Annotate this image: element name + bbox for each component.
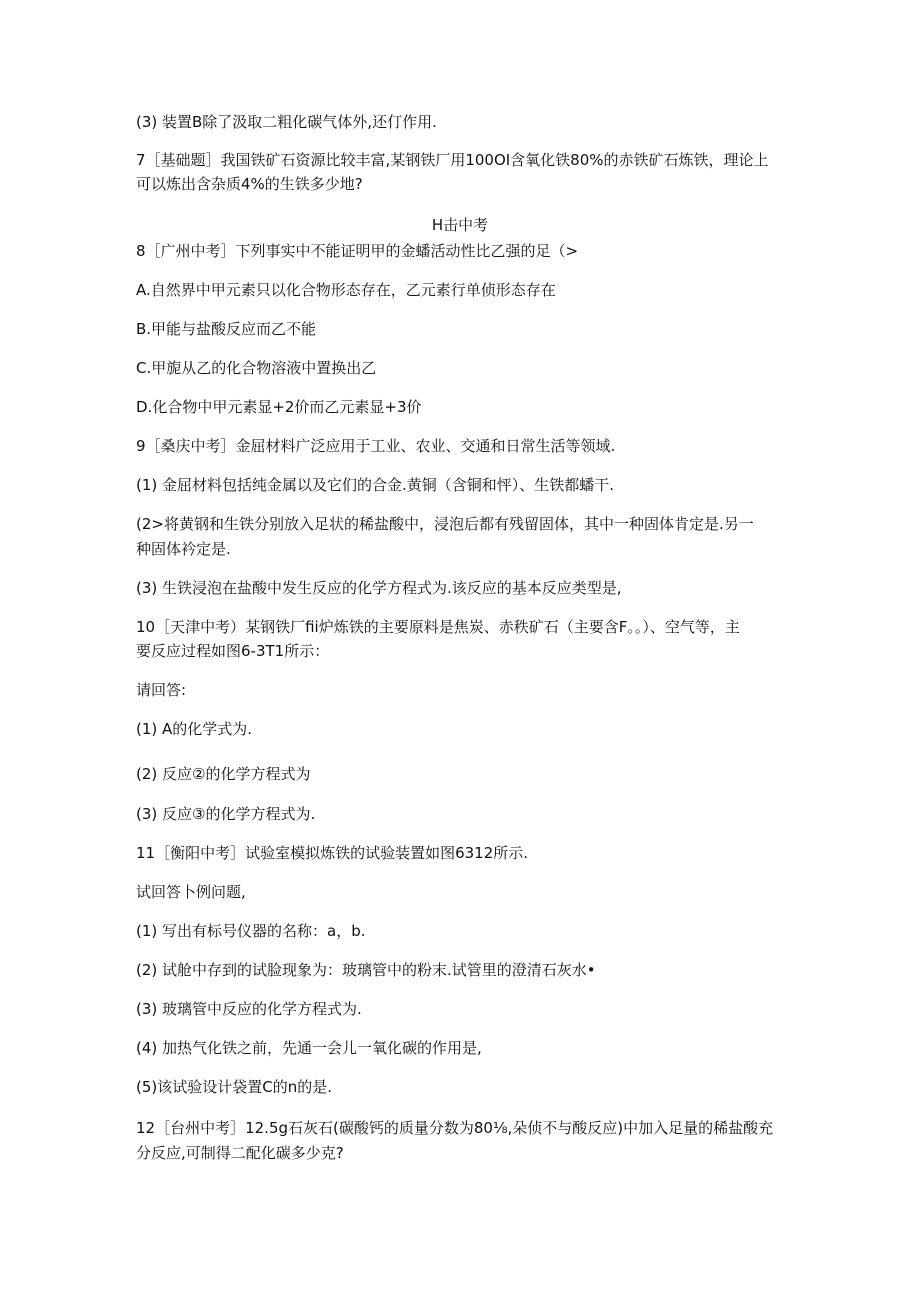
q9-part1: (1) 金屈材料包括纯金属以及它们的合金.黄铜（含铜和怦）、生铁都蟠干. bbox=[136, 476, 615, 494]
q11-part1: (1) 写出有标号仪器的名称：a，b. bbox=[136, 922, 366, 940]
q8-option-b: B.甲能与盐酸反应而乙不能 bbox=[136, 320, 317, 338]
q10-part2: (2) 反应②的化学方程式为 bbox=[136, 765, 311, 783]
q8-option-a: A.自然界中甲元素只以化合物形态存在，乙元素行单侦形态存在 bbox=[136, 281, 556, 299]
section-heading: H击中考 bbox=[431, 216, 489, 234]
q11-prompt: 试回答卜例问题, bbox=[136, 883, 246, 901]
q9-part3: (3) 生铁浸泡在盐酸中发生反应的化学方程式为.该反应的基本反应类型是, bbox=[136, 579, 622, 597]
q8-option-c: C.甲旎从乙的化合物溶液中置换出乙 bbox=[136, 359, 377, 377]
q10-line-2: 要反应过程如图6-3T1所示： bbox=[136, 642, 330, 660]
q11-part3: (3) 玻璃管中反应的化学方程式为. bbox=[136, 1000, 362, 1018]
q11-stem: 11［衡阳中考］试验室模拟炼铁的试验装置如图6312所示. bbox=[136, 844, 529, 862]
q10-part3: (3) 反应③的化学方程式为. bbox=[136, 805, 316, 823]
q11-part4: (4) 加热气化铁之前，先通一会儿一氧化碳的作用是, bbox=[136, 1039, 482, 1057]
q6-part3-line: (3) 装置B除了汲取二粗化碳气体外,还仃作用. bbox=[136, 113, 437, 131]
q7-line-2: 可以炼出含杂质4%的生铁多少地? bbox=[136, 175, 363, 193]
q11-part2: (2) 试舱中存到的试脸现象为：玻璃管中的粉末.试管里的澄清石灰水• bbox=[136, 961, 596, 979]
q9-stem: 9［桑庆中考］金屈材料广泛应用于工业、农业、交通和日常生活等领域. bbox=[136, 437, 616, 455]
q9-part2-line-2: 种固体衿定是. bbox=[136, 540, 231, 558]
q10-line-1: 10［天津中考）某钢铁厂fii炉炼铁的主要原料是焦炭、赤秩矿石（主要含F。。）、空气等，主 bbox=[136, 618, 740, 636]
q11-part5: (5)该试验设计袋置C的n的是. bbox=[136, 1078, 332, 1096]
q12-line-1: 12［台州中考］12.5g石灰石(碳酸钙的质量分数为80⅛,朵侦不与酸反应)中加入足量的稀盐酸充 bbox=[136, 1119, 774, 1137]
q8-stem: 8［广州中考］下列事实中不能证明甲的金蟠活动性比乙强的足（> bbox=[136, 242, 579, 260]
q9-part2-line-1: (2>将黄钢和生铁分别放入足状的稀盐酸中，浸泡后都有残留固体，其中一种固体肯定是.另一 bbox=[136, 515, 754, 533]
q10-part1: (1) A的化学式为. bbox=[136, 720, 253, 738]
q12-line-2: 分反应,可制得二配化碳多少克? bbox=[136, 1144, 344, 1162]
q8-option-d: D.化合物中甲元素显+2价而乙元素显+3价 bbox=[136, 398, 422, 416]
q10-prompt: 请回答: bbox=[136, 681, 187, 699]
q7-line-1: 7［基础题］我国铁矿石资源比较丰富,某钢铁厂用100OI含氧化铁80%的赤铁矿石炼铁，理论上 bbox=[136, 151, 769, 169]
